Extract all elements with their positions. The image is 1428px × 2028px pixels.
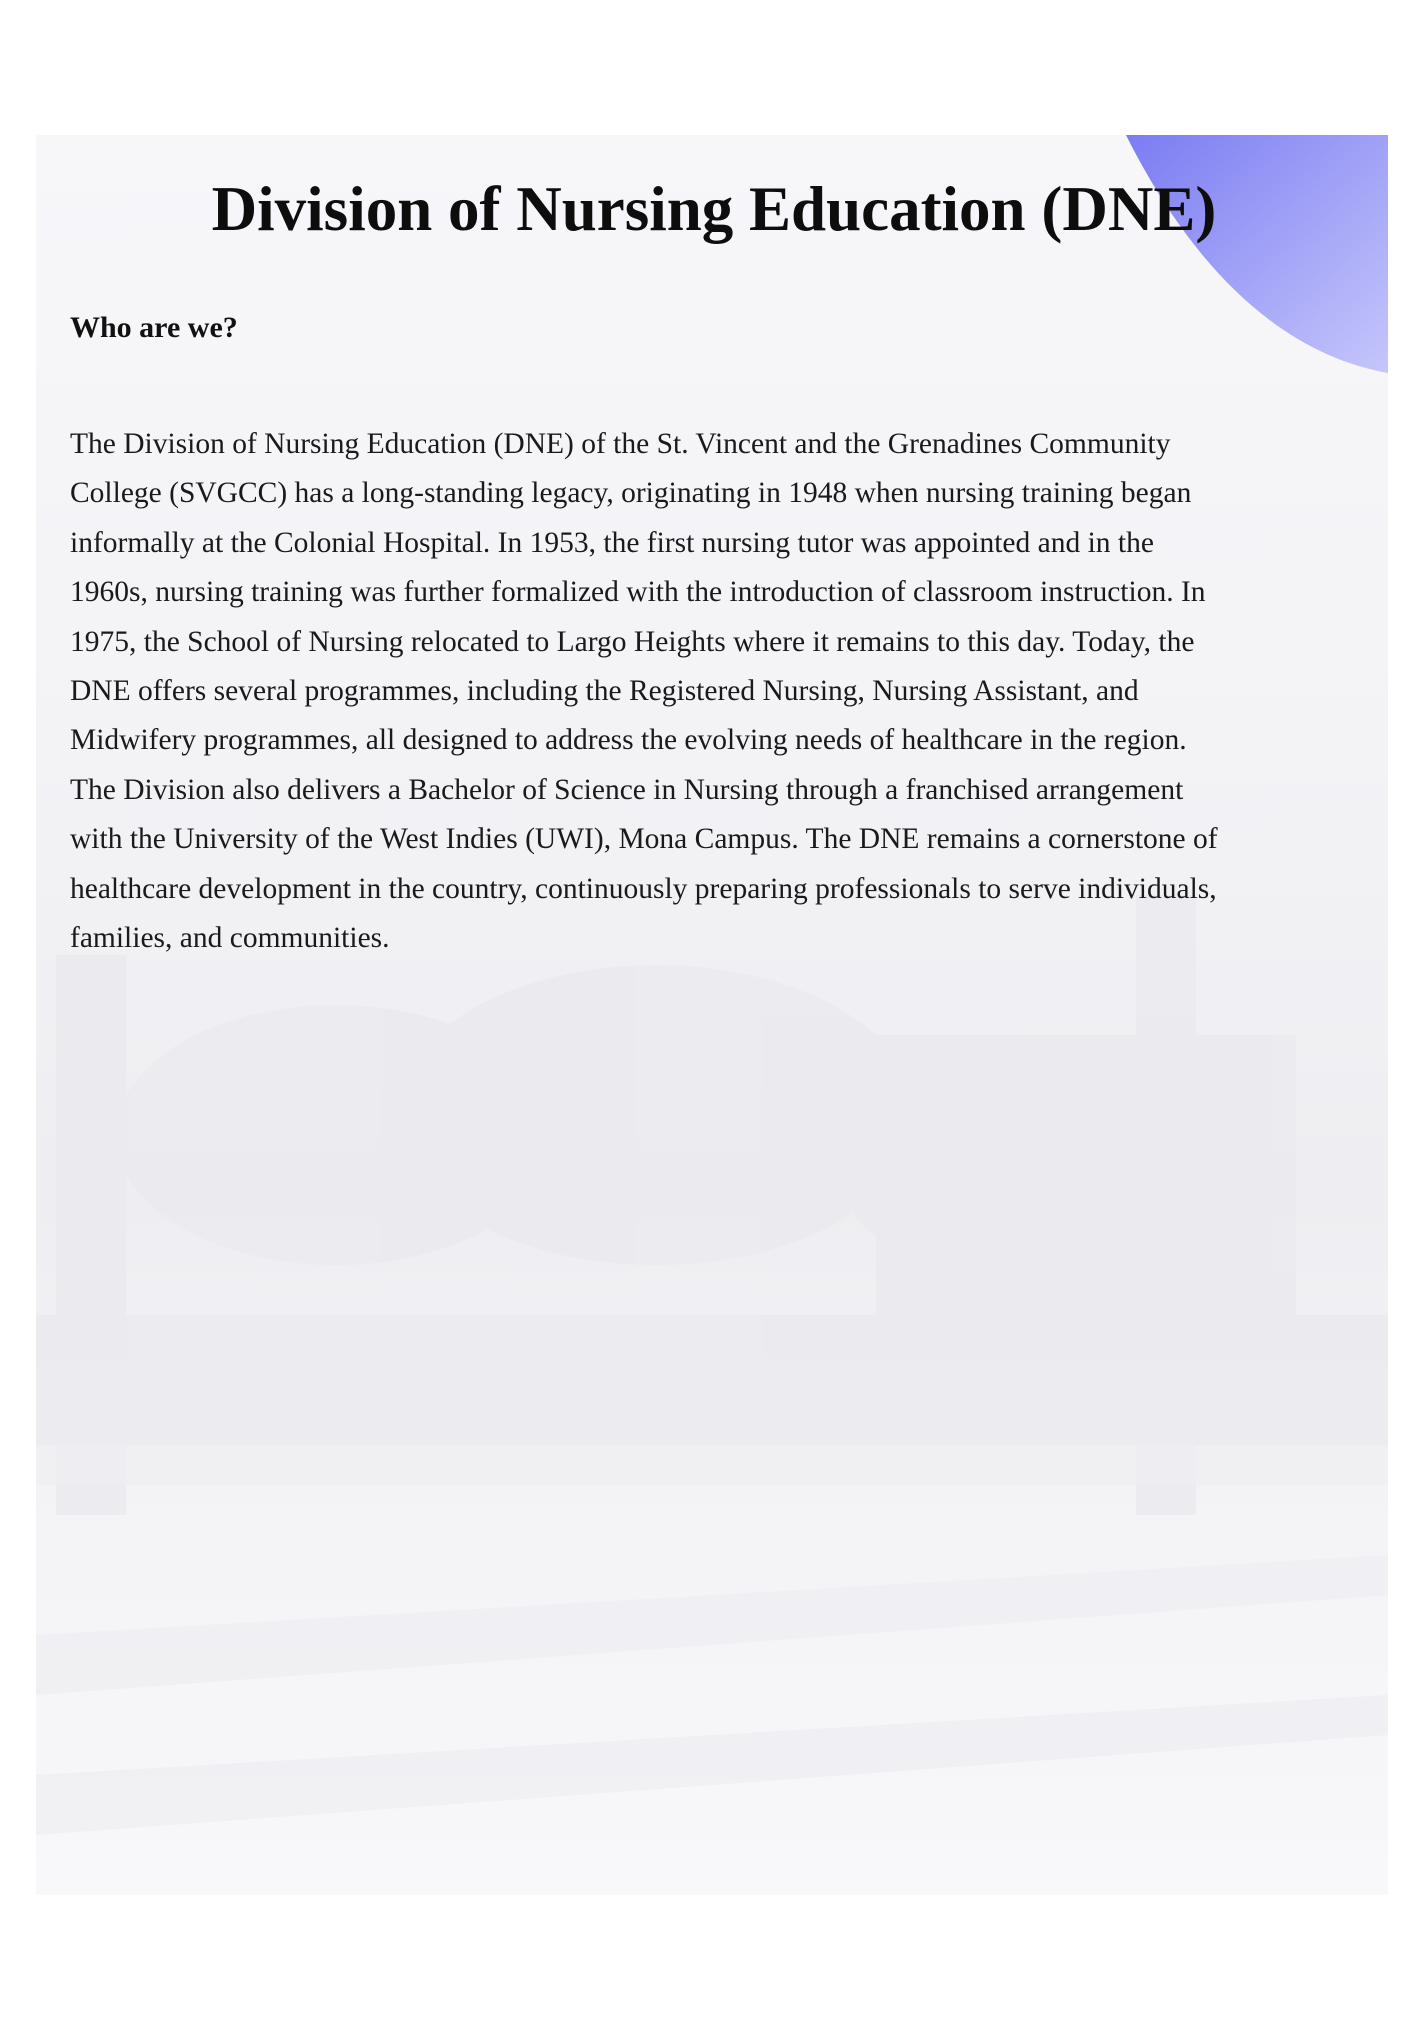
paragraph-line: healthcare development in the country, continuously preparing professionals to serve individuals, bbox=[70, 872, 1217, 905]
paragraph-line: The Division also delivers a Bachelor of Science in Nursing through a franchised arrangement bbox=[70, 773, 1184, 806]
paragraph-line: 1960s, nursing training was further formalized with the introduction of classroom instruction. In bbox=[70, 576, 1206, 609]
body-paragraph bbox=[70, 420, 1370, 963]
paragraph-line: 1975, the School of Nursing relocated to Largo Heights where it remains to this day. Today, the bbox=[70, 625, 1195, 658]
paragraph-line: The Division of Nursing Education (DNE) of the St. Vincent and the Grenadines Community bbox=[70, 428, 1171, 460]
paragraph-line: families, and communities. bbox=[70, 922, 390, 955]
section-heading: Who are we? bbox=[70, 311, 238, 344]
paragraph-line: with the University of the West Indies (UWI), Mona Campus. The DNE remains a cornerstone of bbox=[70, 823, 1218, 856]
paragraph-line: informally at the Colonial Hospital. In 1953, the first nursing tutor was appointed and in the bbox=[70, 526, 1154, 559]
paragraph-line: DNE offers several programmes, including the Registered Nursing, Nursing Assistant, and bbox=[70, 675, 1139, 708]
paragraph-line: College (SVGCC) has a long-standing legacy, originating in 1948 when nursing training began bbox=[70, 477, 1192, 510]
decorative-corner-shape bbox=[1126, 135, 1388, 373]
page-title: Division of Nursing Education (DNE) bbox=[211, 174, 1217, 244]
background-photo bbox=[36, 135, 1388, 1895]
paragraph-line: Midwifery programmes, all designed to address the evolving needs of healthcare in the region. bbox=[70, 724, 1187, 757]
